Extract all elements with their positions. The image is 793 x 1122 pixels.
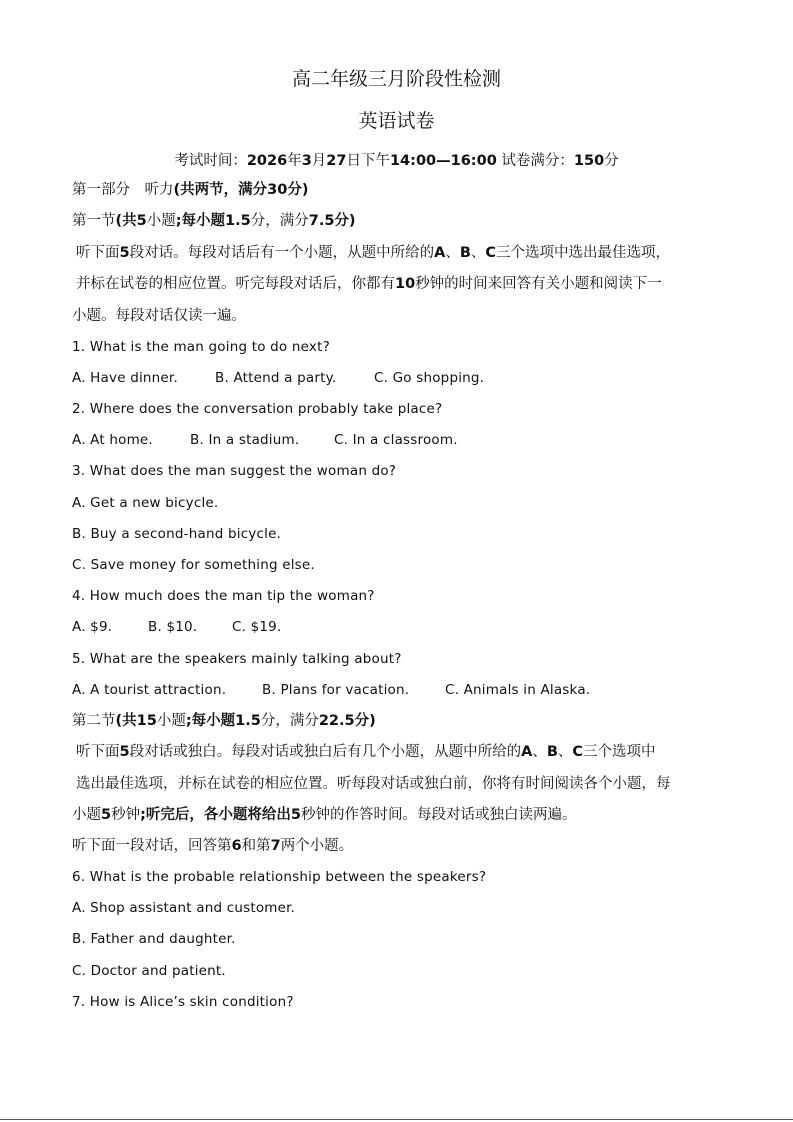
exam-time-range: 14:00—16:00: [389, 153, 497, 169]
s1-h1: 第一节: [72, 213, 116, 229]
part1-heading-b: 分): [287, 182, 309, 198]
s2-h6: 1.5: [235, 713, 261, 729]
s2-i3-a: 小题: [72, 807, 101, 823]
q2-option-b: B. In a stadium.: [190, 432, 300, 448]
q1-option-b: B. Attend a party.: [215, 370, 337, 386]
s1-h2: (共: [115, 213, 137, 229]
part1-heading-a: (共两节，满分: [173, 182, 268, 198]
day-suffix: 日下午: [346, 153, 390, 169]
section1-instruction-line2: [76, 273, 753, 295]
q3-option-b: B. Buy a second-hand bicycle.: [72, 526, 282, 542]
question-2-options: [72, 429, 753, 451]
question-2: 2. Where does the conversation probably take place?: [72, 401, 443, 417]
s2-lead-c: 两个小题。: [280, 838, 354, 854]
s1-i1-b: 段对话。每段对话后有一个小题，从题中所给的: [129, 245, 435, 261]
q5-option-b: B. Plans for vacation.: [262, 682, 410, 698]
s2-i3-d: 秒钟的作答时间。每段对话或独白读两遍。: [301, 807, 577, 823]
s1-h4: 小题: [146, 213, 176, 229]
question-7: 7. How is Alice’s skin condition?: [72, 994, 294, 1010]
q4-option-a: A. $9.: [72, 619, 113, 635]
s2-h4: 小题: [156, 713, 186, 729]
s2-i1-sep2: 、: [557, 744, 573, 760]
s1-i2-b: 秒钟的时间来回答有关小题和阅读下一: [415, 276, 662, 292]
part1-heading-score: 30: [267, 182, 288, 198]
s2-h8: 22.5: [318, 713, 355, 729]
s1-i2-a: 并标在试卷的相应位置。听完每段对话后，你都有: [76, 276, 395, 292]
question-4-options: [72, 616, 753, 638]
s2-h7: 分，满分: [260, 713, 319, 729]
exam-info: [0, 149, 793, 170]
question-1: 1. What is the man going to do next?: [72, 339, 330, 355]
s1-i1-C: C: [485, 245, 497, 261]
s2-i1-b: 段对话或独白。每段对话或独白后有几个小题，从题中所给的: [129, 744, 522, 760]
s2-h5: ;每小题: [185, 713, 236, 729]
s2-i1-c: 三个选项中: [583, 744, 656, 760]
q4-option-c: C. $19.: [232, 619, 282, 635]
q6-option-c: C. Doctor and patient.: [72, 963, 226, 979]
part1-heading: [72, 179, 753, 201]
page-bottom-rule: [0, 1119, 793, 1120]
q3-option-a: A. Get a new bicycle.: [72, 495, 219, 511]
s2-i3-num1: 5: [101, 807, 112, 823]
s2-i1-a: 听下面: [76, 744, 120, 760]
q1-option-c: C. Go shopping.: [374, 370, 485, 386]
s2-i3-num2: 5: [290, 807, 301, 823]
q1-option-a: A. Have dinner.: [72, 370, 178, 386]
s1-i1-sep1: 、: [445, 245, 460, 261]
s1-h9: 分): [334, 213, 356, 229]
s1-i1-B: B: [459, 245, 471, 261]
q6-option-b: B. Father and daughter.: [72, 931, 236, 947]
question-4: 4. How much does the man tip the woman?: [72, 588, 375, 604]
part1-heading-pre: 第一部分 听力: [72, 182, 174, 198]
s1-i1-c: 三个选项中选出最佳选项，: [496, 245, 671, 261]
question-1-options: [72, 367, 753, 389]
section2-heading: [72, 710, 753, 732]
question-6: 6. What is the probable relationship between the speakers?: [72, 869, 487, 885]
q4-option-b: B. $10.: [148, 619, 198, 635]
s2-lead-num2: 7: [270, 838, 281, 854]
s1-h8: 7.5: [308, 213, 335, 229]
s2-i3-c: ;听完后，各小题将给出: [140, 807, 291, 823]
q5-option-c: C. Animals in Alaska.: [445, 682, 591, 698]
exam-day: 27: [326, 153, 347, 169]
s1-i2-num: 10: [395, 276, 416, 292]
s1-h5: ;每小题: [175, 213, 226, 229]
exam-month: 3: [301, 153, 312, 169]
exam-year: 2026: [246, 153, 288, 169]
score-label: 试卷满分：: [496, 153, 574, 169]
section1-instruction-line3: 小题。每段对话仅读一遍。: [72, 308, 246, 324]
exam-title: 高二年级三月阶段性检测: [291, 68, 501, 90]
s2-i1-A: A: [521, 744, 533, 760]
q5-option-a: A. A tourist attraction.: [72, 682, 227, 698]
time-label: 考试时间：: [174, 153, 247, 169]
q2-option-a: A. At home.: [72, 432, 153, 448]
section1-instruction-line1: [76, 242, 753, 264]
q6-option-a: A. Shop assistant and customer.: [72, 900, 296, 916]
section2-instruction-line3: [72, 804, 753, 826]
s2-h9: 分): [354, 713, 376, 729]
s2-h1: 第二节: [72, 713, 116, 729]
s1-h7: 分，满分: [250, 213, 309, 229]
s2-i3-b: 秒钟: [111, 807, 141, 823]
s2-lead-a: 听下面一段对话，回答第: [72, 838, 232, 854]
year-suffix: 年: [287, 153, 302, 169]
s2-h2: (共: [115, 713, 137, 729]
s2-h3: 15: [136, 713, 157, 729]
month-suffix: 月: [311, 153, 327, 169]
section1-heading: [72, 210, 753, 232]
question-5-options: [72, 679, 753, 701]
exam-subtitle: 英语试卷: [358, 110, 435, 132]
section2-lead: [72, 835, 753, 857]
section2-instruction-line2: 选出最佳选项，并标在试卷的相应位置。听每段对话或独白前，你将有时间阅读各个小题，每: [76, 776, 671, 792]
s1-h6: 1.5: [225, 213, 251, 229]
question-3: 3. What does the man suggest the woman do?: [72, 463, 397, 479]
s1-i1-sep2: 、: [470, 245, 486, 261]
score-suffix: 分: [604, 153, 619, 169]
s2-i1-num: 5: [119, 744, 130, 760]
s1-i1-A: A: [434, 245, 446, 261]
section2-instruction-line1: [76, 741, 753, 763]
s2-i1-B: B: [546, 744, 558, 760]
exam-score: 150: [573, 153, 605, 169]
s2-i1-sep1: 、: [532, 744, 547, 760]
s1-i1-num: 5: [119, 245, 130, 261]
s1-i1-a: 听下面: [76, 245, 120, 261]
question-5: 5. What are the speakers mainly talking about?: [72, 651, 402, 667]
s1-h3: 5: [136, 213, 147, 229]
s2-lead-num1: 6: [231, 838, 242, 854]
q3-option-c: C. Save money for something else.: [72, 557, 315, 573]
s2-lead-b: 和第: [241, 838, 271, 854]
q2-option-c: C. In a classroom.: [334, 432, 458, 448]
s2-i1-C: C: [572, 744, 584, 760]
